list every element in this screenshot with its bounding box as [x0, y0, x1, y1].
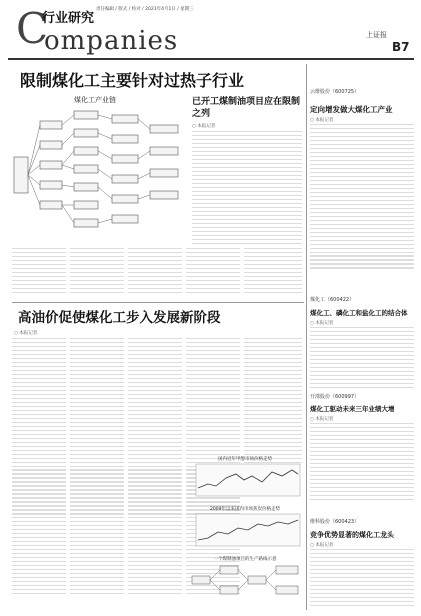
chart3-title: 一个煤制油项目的生产路线示意: [213, 557, 277, 562]
story1-body: [310, 124, 414, 271]
chart-coke-price: [186, 506, 304, 552]
main-headline: 限制煤化工主要针对过热子行业: [20, 71, 245, 90]
page-number: B7: [392, 40, 410, 54]
article1-col3: [128, 248, 182, 296]
supply-chain-figure: [12, 95, 182, 243]
story4-body: [310, 549, 414, 609]
article2-col5: [244, 338, 302, 466]
brand-wordmark: ompanies: [44, 26, 179, 56]
secondary-headline: 高油价促使煤化工步入发展新阶段: [18, 310, 221, 326]
figure-title: 煤化工产业链: [74, 96, 116, 104]
masthead: [0, 0, 421, 62]
chart-process-route: [186, 556, 304, 608]
flow-diagram: [12, 107, 182, 241]
article2-col2: [70, 338, 124, 597]
right-column: [310, 64, 414, 612]
article2-col3: [128, 338, 182, 597]
chart1-title: 国内近年甲醇市场价格走势: [218, 457, 272, 462]
section-divider: [12, 302, 304, 303]
article2-col1: [12, 338, 66, 597]
article1-col1: [12, 248, 66, 296]
story4-title: 竞争优势显著的煤化工龙头: [310, 531, 394, 539]
right-column-divider: [306, 64, 307, 610]
chart2-plot: [186, 512, 304, 550]
side-story-body: [192, 131, 302, 247]
secondary-byline: ○ 本报记者: [14, 331, 38, 336]
article1-col5: [244, 248, 302, 296]
chart3-diagram: [186, 562, 304, 606]
stock-tag-2: 煤化工（600422）: [310, 297, 355, 303]
story3-body: [310, 423, 414, 503]
masthead-rule: [8, 58, 414, 60]
story2-byline: ○ 本报记者: [310, 321, 334, 326]
stock-tag-3: 开滦股份（600997）: [310, 394, 360, 400]
masthead-big-letter: C: [16, 4, 49, 53]
story2-body: [310, 327, 414, 391]
paper-name: 上证报: [366, 31, 387, 39]
section-title: 行业研究: [42, 11, 95, 26]
side-story-title: 已开工煤制油项目应在限制之列: [192, 97, 301, 119]
story4-byline: ○ 本报记者: [310, 543, 334, 548]
story3-title: 煤化工驱动未来三年业绩大增: [310, 405, 395, 413]
story1-byline: ○ 本报记者: [310, 118, 334, 123]
stock-tag-4: 维科股份（600423）: [310, 519, 360, 525]
masthead-meta: 责任编辑 / 版式 / 校对 / 2021年4月1日 / 星期三: [96, 7, 194, 12]
article1-col2: [70, 248, 124, 296]
stock-tag-1: 云维股份（600725）: [310, 89, 360, 95]
article1-col4: [186, 248, 240, 296]
story1-title: 定向增发做大煤化工产业: [310, 105, 393, 114]
chart2-title: 2009年以来国内市场焦炭价格走势: [210, 507, 280, 512]
story2-title: 煤化工、磷化工和盐化工的结合体: [310, 309, 408, 317]
chart1-plot: [186, 462, 304, 500]
chart-methanol-price: [186, 456, 304, 502]
story3-byline: ○ 本报记者: [310, 417, 334, 422]
side-story-byline: ○ 本报记者: [192, 124, 216, 129]
